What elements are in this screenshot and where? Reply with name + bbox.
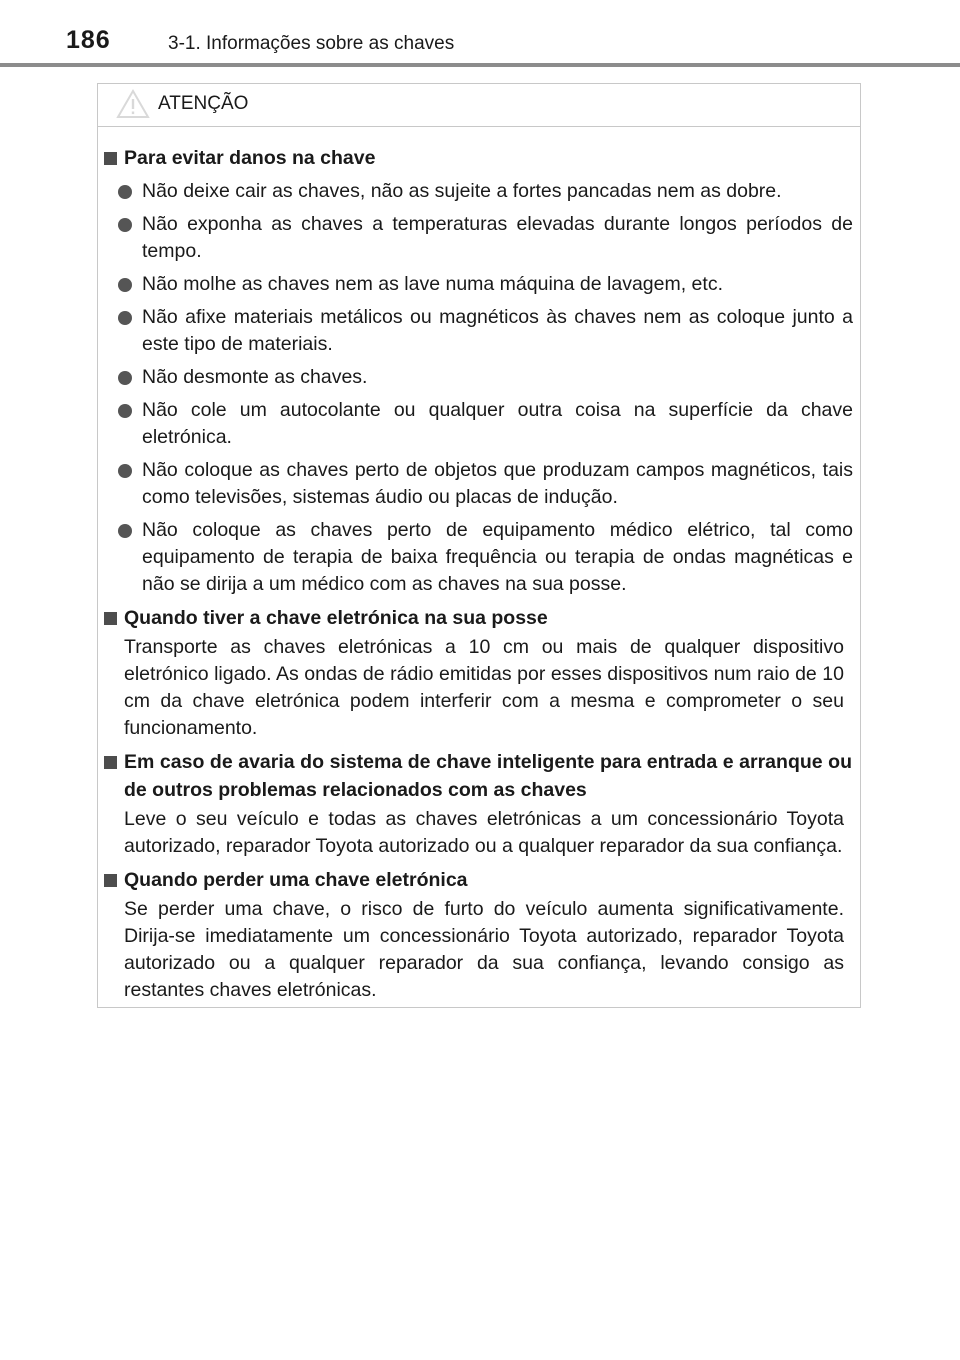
list-item: Não desmonte as chaves. (98, 364, 853, 391)
circle-bullet-icon (118, 218, 132, 232)
section-text: Leve o seu veículo e todas as chaves eletrónicas a um concessionário Toyota autorizado, reparador Toyota autorizado ou a qualquer reparador da sua confiança. (124, 808, 844, 857)
circle-bullet-icon (118, 185, 132, 199)
square-bullet-icon (104, 874, 117, 887)
caution-box (97, 83, 861, 1008)
circle-bullet-icon (118, 311, 132, 325)
section-heading: Para evitar danos na chave (98, 144, 852, 172)
section-text: Transporte as chaves eletrónicas a 10 cm ou mais de qualquer dispositivo eletrónico ligado. As ondas de rádio emitidas por esses dispositivos num raio de 10 cm da chave eletrónica podem interferir com a mesma e comprometer o seu funcionamento. (124, 636, 844, 739)
square-bullet-icon (104, 612, 117, 625)
chapter-title: 3-1. Informações sobre as chaves (168, 33, 455, 54)
header-divider (0, 63, 960, 67)
section-text: Se perder uma chave, o risco de furto do veículo aumenta significativamente. Dirija-se imediatamente um concessionário Toyota autorizado, reparador Toyota autorizado ou a qualquer reparador da sua confiança, levando consigo as restantes chaves eletrónicas. (124, 898, 844, 1001)
list-item: Não coloque as chaves perto de objetos que produzam campos magnéticos, tais como televisões, sistemas áudio ou placas de indução. (98, 457, 853, 511)
list-item: Não molhe as chaves nem as lave numa máquina de lavagem, etc. (98, 271, 853, 298)
warning-triangle-icon (116, 89, 150, 119)
circle-bullet-icon (118, 464, 132, 478)
page-number: 186 (66, 26, 111, 54)
section-lost-key (98, 866, 862, 1004)
list-item: Não cole um autocolante ou qualquer outra coisa na superfície da chave eletrónica. (98, 397, 853, 451)
list-item: Não exponha as chaves a temperaturas elevadas durante longos períodos de tempo. (98, 211, 853, 265)
circle-bullet-icon (118, 524, 132, 538)
section-heading: Em caso de avaria do sistema de chave inteligente para entrada e arranque ou de outros problemas relacionados com as chaves (98, 748, 852, 804)
circle-bullet-icon (118, 371, 132, 385)
caution-title: ATENÇÃO (158, 93, 249, 114)
circle-bullet-icon (118, 278, 132, 292)
section-keep-electronic-key (98, 604, 862, 742)
section-heading: Quando tiver a chave eletrónica na sua posse (98, 604, 852, 632)
section-malfunction (98, 748, 862, 860)
list-item: Não coloque as chaves perto de equipamento médico elétrico, tal como equipamento de terapia de baixa frequência ou terapia de ondas magnéticas e não se dirija a um médico com as chaves na sua posse. (98, 517, 853, 598)
square-bullet-icon (104, 152, 117, 165)
square-bullet-icon (104, 756, 117, 769)
caution-header (98, 84, 860, 127)
section-avoid-damage (98, 144, 862, 598)
circle-bullet-icon (118, 404, 132, 418)
section-heading: Quando perder uma chave eletrónica (98, 866, 852, 894)
list-item: Não afixe materiais metálicos ou magnéticos às chaves nem as coloque junto a este tipo de materiais. (98, 304, 853, 358)
list-item: Não deixe cair as chaves, não as sujeite a fortes pancadas nem as dobre. (98, 178, 853, 205)
caution-content (98, 144, 862, 1004)
